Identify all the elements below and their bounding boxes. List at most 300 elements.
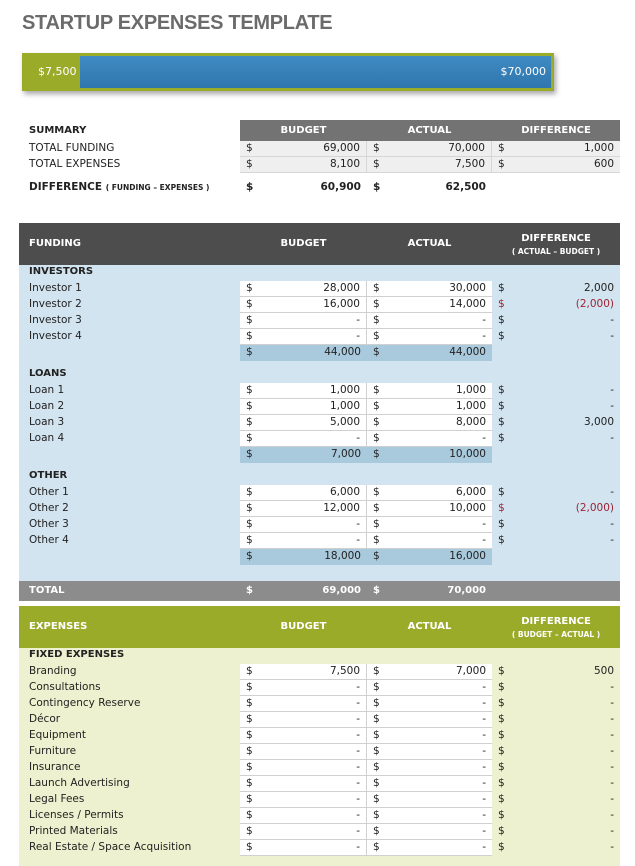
budget-cell (240, 141, 367, 157)
currency-sign: $ (373, 298, 380, 310)
currency-sign: $ (373, 400, 380, 412)
cell-value: - (356, 432, 360, 444)
budget-input[interactable] (240, 760, 367, 776)
currency-sign: $ (373, 825, 380, 837)
actual-input[interactable] (367, 744, 492, 760)
difference-cell (492, 664, 620, 680)
cell-value: - (482, 713, 486, 725)
difference-cell (492, 824, 620, 840)
currency-sign: $ (498, 330, 505, 342)
budget-input[interactable] (240, 329, 367, 345)
actual-input[interactable] (367, 533, 492, 549)
cell-value: - (610, 729, 614, 741)
difference-cell (492, 485, 620, 501)
budget-input[interactable] (240, 808, 367, 824)
group-header (19, 367, 620, 383)
cell-value: - (356, 729, 360, 741)
difference-cell (492, 329, 620, 345)
actual-cell (367, 157, 492, 173)
cell-value: - (356, 681, 360, 693)
difference-cell (492, 383, 620, 399)
group-header (19, 469, 620, 485)
currency-sign: $ (373, 384, 380, 396)
line-item-row (19, 501, 620, 517)
currency-sign: $ (373, 486, 380, 498)
funding-total-row (19, 581, 620, 601)
subtotal-row (19, 447, 620, 463)
currency-sign: $ (373, 518, 380, 530)
currency-sign: $ (246, 314, 253, 326)
cell-value: 7,500 (329, 665, 360, 677)
cell-value: - (610, 745, 614, 757)
currency-sign: $ (498, 282, 505, 294)
line-item-row (19, 744, 620, 760)
currency-sign: $ (373, 416, 380, 428)
difference-cell (492, 744, 620, 760)
currency-sign: $ (246, 416, 253, 428)
budget-input[interactable] (240, 415, 367, 431)
budget-input[interactable] (240, 824, 367, 840)
line-item-label: Furniture (29, 745, 77, 757)
line-item-label: Loan 1 (29, 384, 65, 396)
difference-cell (492, 313, 620, 329)
cell-value: - (356, 745, 360, 757)
difference-cell (492, 501, 620, 517)
funding-header (19, 223, 620, 265)
line-item-label: Launch Advertising (29, 777, 130, 789)
cell-value: 12,000 (323, 502, 360, 514)
cell-value: 1,000 (329, 384, 360, 396)
line-item-row (19, 485, 620, 501)
cell-value: 7,500 (454, 158, 485, 170)
actual-input[interactable] (367, 329, 492, 345)
budget-input[interactable] (240, 517, 367, 533)
actual-input[interactable] (367, 313, 492, 329)
cell-value: - (482, 432, 486, 444)
currency-sign: $ (373, 282, 380, 294)
line-item-row (19, 712, 620, 728)
cell-value: - (356, 697, 360, 709)
cell-value: - (482, 777, 486, 789)
currency-sign: $ (498, 697, 505, 709)
cell-value: - (610, 518, 614, 530)
actual-input[interactable] (367, 792, 492, 808)
cell-value: - (610, 314, 614, 326)
currency-sign: $ (246, 729, 253, 741)
budget-input[interactable] (240, 776, 367, 792)
subtotal-budget (240, 345, 367, 361)
difference-cell (492, 297, 620, 313)
actual-input[interactable] (367, 399, 492, 415)
funding-col-budget: BUDGET (280, 238, 327, 249)
currency-sign: $ (373, 809, 380, 821)
summary-table (19, 120, 620, 197)
currency-sign: $ (373, 761, 380, 773)
summary-difference-sub: ( FUNDING – EXPENSES ) (105, 183, 210, 192)
cell-value: 16,000 (323, 298, 360, 310)
group-heading: INVESTORS (29, 266, 94, 277)
difference-cell (492, 696, 620, 712)
line-item-row (19, 840, 620, 856)
actual-input[interactable] (367, 517, 492, 533)
expenses-col-difference: DIFFERENCE ( BUDGET – ACTUAL ) (511, 616, 601, 639)
cell-value: 14,000 (449, 298, 486, 310)
cell-value: 1,000 (583, 142, 614, 154)
line-item-row (19, 329, 620, 345)
line-item-row (19, 281, 620, 297)
cell-value: (2,000) (575, 298, 614, 310)
budget-input[interactable] (240, 431, 367, 447)
currency-sign: $ (498, 777, 505, 789)
actual-input[interactable] (367, 680, 492, 696)
summary-difference-label: DIFFERENCE (29, 181, 103, 193)
group-header (19, 265, 620, 281)
currency-sign: $ (498, 486, 505, 498)
cell-value: 1,000 (455, 400, 486, 412)
actual-input[interactable] (367, 281, 492, 297)
cell-value: - (356, 534, 360, 546)
currency-sign: $ (246, 761, 253, 773)
difference-cell (492, 808, 620, 824)
actual-input[interactable] (367, 664, 492, 680)
summary-heading: SUMMARY (29, 125, 87, 136)
line-item-label: Other 2 (29, 502, 69, 514)
cell-value: - (482, 330, 486, 342)
cell-value: - (610, 534, 614, 546)
difference-cell (492, 399, 620, 415)
cell-value: - (356, 841, 360, 853)
cell-value: 5,000 (329, 416, 360, 428)
budget-input[interactable] (240, 664, 367, 680)
cell-value: 3,000 (583, 416, 614, 428)
funding-bar-fill (80, 56, 551, 88)
line-item-label: Branding (29, 665, 77, 677)
difference-cell (492, 533, 620, 549)
cell-value: - (610, 432, 614, 444)
funding-vs-expenses-bar (22, 53, 554, 91)
line-item-row (19, 808, 620, 824)
summary-col-actual: ACTUAL (367, 120, 492, 141)
cell-value: 8,100 (329, 158, 360, 170)
currency-sign: $ (246, 697, 253, 709)
cell-value: - (482, 314, 486, 326)
cell-value: - (356, 713, 360, 725)
cell-value: - (482, 825, 486, 837)
currency-sign: $ (246, 502, 253, 514)
cell-value: - (610, 384, 614, 396)
currency-sign: $ (246, 825, 253, 837)
currency-sign: $ (246, 298, 253, 310)
line-item-label: Insurance (29, 761, 81, 773)
currency-sign: $ (246, 400, 253, 412)
currency-sign: $ (246, 713, 253, 725)
budget-input[interactable] (240, 792, 367, 808)
line-item-label: Other 1 (29, 486, 69, 498)
cell-value: - (610, 697, 614, 709)
currency-sign: $ (246, 158, 253, 170)
actual-input[interactable] (367, 696, 492, 712)
line-item-label: Investor 1 (29, 282, 82, 294)
currency-sign: $ (246, 809, 253, 821)
actual-input[interactable] (367, 712, 492, 728)
cell-value: 2,000 (583, 282, 614, 294)
line-item-label: Equipment (29, 729, 86, 741)
cell-value: 30,000 (449, 282, 486, 294)
difference-cell (492, 415, 620, 431)
currency-sign: $ (498, 432, 505, 444)
currency-sign: $ (498, 713, 505, 725)
cell-value: 10,000 (449, 502, 486, 514)
cell-value: 16,000 (449, 550, 486, 562)
cell-value: - (482, 761, 486, 773)
actual-input[interactable] (367, 808, 492, 824)
difference-cell (492, 157, 620, 173)
cell-value: - (356, 314, 360, 326)
funding-section (19, 223, 620, 601)
group-heading: OTHER (29, 470, 68, 481)
summary-difference-actual: $ 62,500 (373, 181, 486, 193)
summary-difference-row (19, 173, 620, 197)
summary-header (19, 120, 620, 141)
cell-value: - (482, 534, 486, 546)
budget-input[interactable] (240, 744, 367, 760)
currency-sign: $ (498, 416, 505, 428)
budget-input[interactable] (240, 680, 367, 696)
cell-value: - (356, 825, 360, 837)
currency-sign: $ (373, 713, 380, 725)
currency-sign: $ (498, 518, 505, 530)
currency-sign: $ (246, 142, 253, 154)
actual-cell (367, 141, 492, 157)
currency-sign: $ (373, 142, 380, 154)
cell-value: - (482, 841, 486, 853)
actual-input[interactable] (367, 776, 492, 792)
line-item-label: Loan 3 (29, 416, 65, 428)
line-item-row (19, 792, 620, 808)
line-item-label: Licenses / Permits (29, 809, 124, 821)
currency-sign: $ (246, 432, 253, 444)
actual-input[interactable] (367, 824, 492, 840)
cell-value: - (610, 681, 614, 693)
cell-value: - (610, 777, 614, 789)
cell-value: - (482, 809, 486, 821)
currency-sign: $ (246, 841, 253, 853)
actual-input[interactable] (367, 383, 492, 399)
line-item-label: Loan 4 (29, 432, 65, 444)
currency-sign: $ (498, 665, 505, 677)
currency-sign: $ (373, 346, 380, 358)
line-item-row (19, 431, 620, 447)
currency-sign: $ (373, 745, 380, 757)
subtotal-row (19, 345, 620, 361)
line-item-row (19, 415, 620, 431)
currency-sign: $ (373, 502, 380, 514)
line-item-row (19, 760, 620, 776)
cell-value: 1,000 (329, 400, 360, 412)
difference-cell (492, 281, 620, 297)
actual-input[interactable] (367, 415, 492, 431)
budget-input[interactable] (240, 728, 367, 744)
group-header (19, 648, 620, 664)
line-item-label: Other 4 (29, 534, 69, 546)
expenses-section (19, 606, 620, 866)
budget-input[interactable] (240, 281, 367, 297)
line-item-label: Décor (29, 713, 61, 725)
funding-total-budget: $ 69,000 (246, 585, 361, 596)
cell-value: 6,000 (329, 486, 360, 498)
budget-input[interactable] (240, 533, 367, 549)
difference-cell (492, 141, 620, 157)
cell-value: - (356, 518, 360, 530)
cell-value: - (356, 330, 360, 342)
cell-value: - (610, 761, 614, 773)
cell-value: - (610, 825, 614, 837)
cell-value: - (482, 518, 486, 530)
budget-input[interactable] (240, 696, 367, 712)
expenses-heading: EXPENSES (29, 621, 88, 632)
cell-value: 28,000 (323, 282, 360, 294)
cell-value: - (356, 809, 360, 821)
difference-cell (492, 792, 620, 808)
difference-cell (492, 680, 620, 696)
line-item-label: Legal Fees (29, 793, 85, 805)
budget-input[interactable] (240, 399, 367, 415)
currency-sign: $ (373, 729, 380, 741)
line-item-label: Real Estate / Space Acquisition (29, 841, 192, 853)
currency-sign: $ (498, 809, 505, 821)
cell-value: - (610, 486, 614, 498)
cell-value: - (482, 681, 486, 693)
currency-sign: $ (498, 314, 505, 326)
cell-value: (2,000) (575, 502, 614, 514)
actual-input[interactable] (367, 297, 492, 313)
currency-sign: $ (498, 534, 505, 546)
difference-cell (492, 712, 620, 728)
line-item-row (19, 680, 620, 696)
summary-row-label: TOTAL EXPENSES (29, 158, 121, 170)
subtotal-actual (367, 549, 492, 565)
summary-col-difference: DIFFERENCE (492, 120, 620, 141)
currency-sign: $ (373, 697, 380, 709)
subtotal-row (19, 549, 620, 565)
actual-input[interactable] (367, 501, 492, 517)
currency-sign: $ (498, 825, 505, 837)
currency-sign: $ (246, 282, 253, 294)
currency-sign: $ (246, 330, 253, 342)
currency-sign: $ (246, 550, 253, 562)
summary-row-label: TOTAL FUNDING (29, 142, 115, 154)
difference-cell (492, 728, 620, 744)
summary-col-budget: BUDGET (240, 120, 367, 141)
summary-row (19, 157, 620, 173)
budget-input[interactable] (240, 712, 367, 728)
line-item-row (19, 399, 620, 415)
actual-input[interactable] (367, 728, 492, 744)
currency-sign: $ (246, 518, 253, 530)
cell-value: 10,000 (449, 448, 486, 460)
line-item-label: Investor 3 (29, 314, 82, 326)
currency-sign: $ (246, 777, 253, 789)
cell-value: 7,000 (455, 665, 486, 677)
line-item-row (19, 297, 620, 313)
currency-sign: $ (373, 841, 380, 853)
cell-value: - (482, 697, 486, 709)
line-item-row (19, 824, 620, 840)
expenses-header (19, 606, 620, 648)
currency-sign: $ (373, 330, 380, 342)
cell-value: - (610, 809, 614, 821)
currency-sign: $ (498, 729, 505, 741)
currency-sign: $ (246, 384, 253, 396)
line-item-label: Other 3 (29, 518, 69, 530)
line-item-row (19, 728, 620, 744)
cell-value: 7,000 (330, 448, 361, 460)
cell-value: - (610, 400, 614, 412)
cell-value: - (356, 777, 360, 789)
actual-input[interactable] (367, 485, 492, 501)
cell-value: 600 (593, 158, 614, 170)
line-item-row (19, 696, 620, 712)
cell-value: - (482, 729, 486, 741)
subtotal-actual (367, 345, 492, 361)
currency-sign: $ (246, 681, 253, 693)
line-item-label: Loan 2 (29, 400, 65, 412)
currency-sign: $ (498, 142, 505, 154)
currency-sign: $ (498, 681, 505, 693)
funding-col-difference: DIFFERENCE ( ACTUAL – BUDGET ) (511, 233, 601, 256)
cell-value: 500 (593, 665, 614, 677)
expenses-col-actual: ACTUAL (407, 621, 452, 632)
line-item-label: Contingency Reserve (29, 697, 141, 709)
actual-input[interactable] (367, 760, 492, 776)
cell-value: - (610, 841, 614, 853)
budget-input[interactable] (240, 297, 367, 313)
funding-amount-label: $70,000 (500, 65, 546, 78)
difference-cell (492, 431, 620, 447)
cell-value: 8,000 (455, 416, 486, 428)
actual-input[interactable] (367, 431, 492, 447)
line-item-row (19, 776, 620, 792)
cell-value: 44,000 (449, 346, 486, 358)
subtotal-actual (367, 447, 492, 463)
currency-sign: $ (373, 158, 380, 170)
difference-cell (492, 517, 620, 533)
budget-input[interactable] (240, 501, 367, 517)
cell-value: 1,000 (455, 384, 486, 396)
subtotal-budget (240, 447, 367, 463)
group-heading: FIXED EXPENSES (29, 649, 125, 660)
currency-sign: $ (246, 745, 253, 757)
funding-total-label: TOTAL (29, 585, 65, 596)
budget-input[interactable] (240, 840, 367, 856)
funding-heading: FUNDING (29, 238, 81, 249)
currency-sign: $ (498, 502, 505, 514)
currency-sign: $ (246, 793, 253, 805)
budget-input[interactable] (240, 485, 367, 501)
line-item-label: Investor 2 (29, 298, 82, 310)
budget-input[interactable] (240, 383, 367, 399)
actual-input[interactable] (367, 840, 492, 856)
currency-sign: $ (498, 841, 505, 853)
line-item-row (19, 517, 620, 533)
budget-input[interactable] (240, 313, 367, 329)
difference-cell (492, 760, 620, 776)
funding-col-actual: ACTUAL (407, 238, 452, 249)
currency-sign: $ (373, 432, 380, 444)
currency-sign: $ (373, 793, 380, 805)
page-title: STARTUP EXPENSES TEMPLATE (22, 12, 333, 34)
cell-value: - (610, 793, 614, 805)
